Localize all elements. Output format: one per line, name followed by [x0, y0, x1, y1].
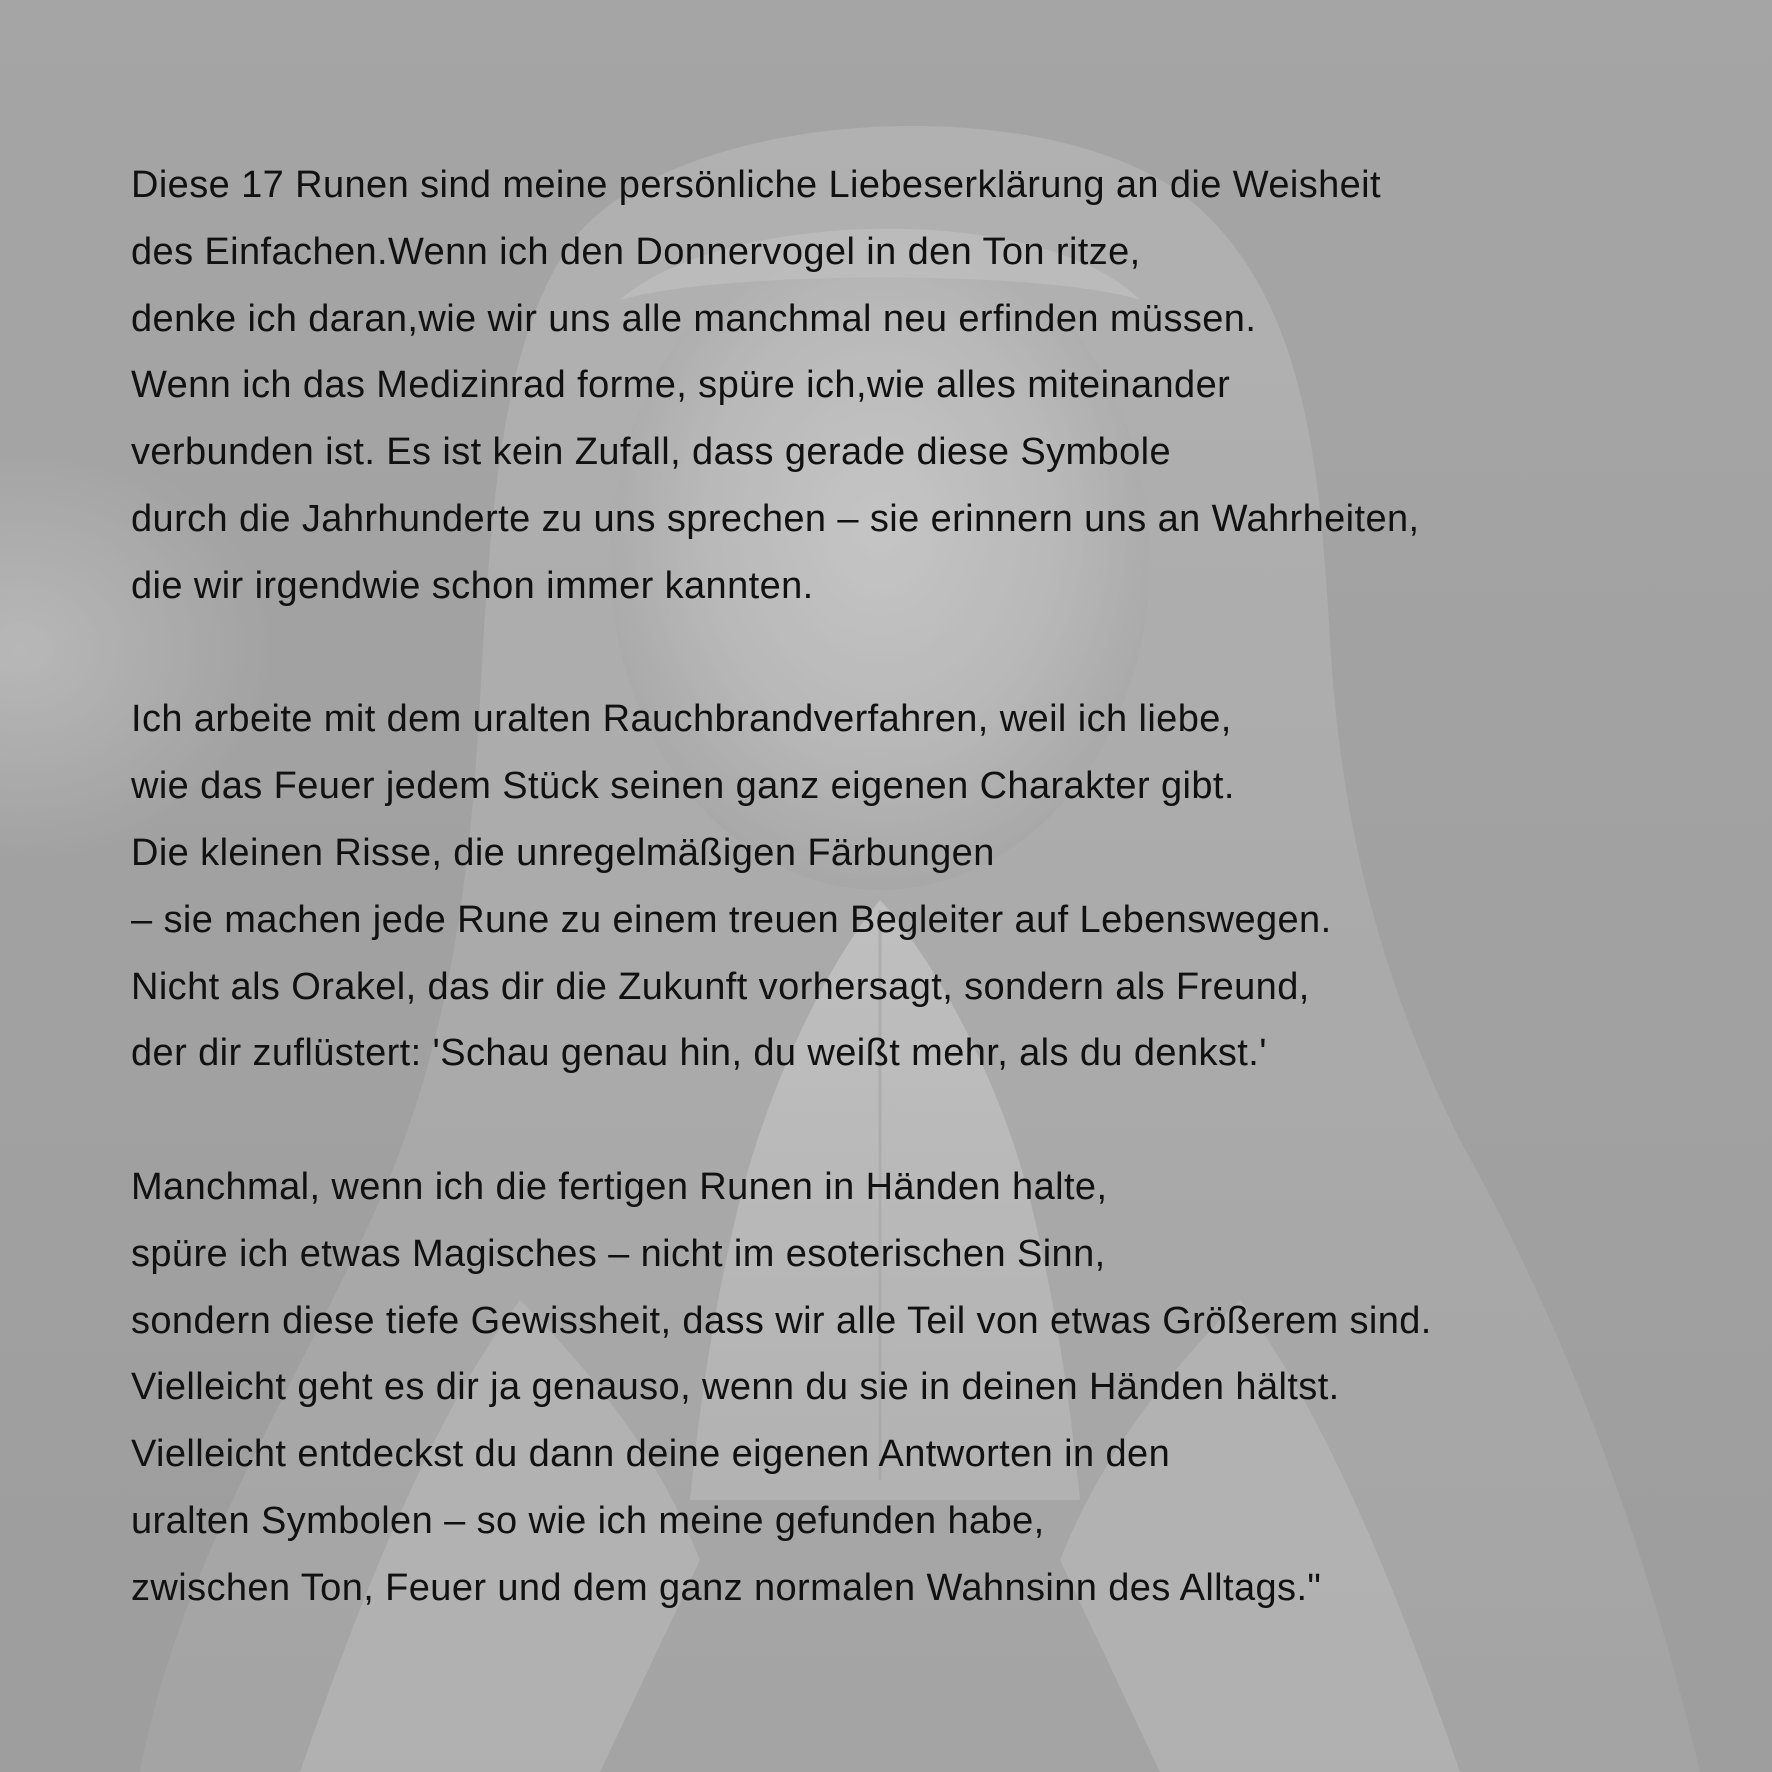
text-line: uralten Symbolen – so wie ich meine gefunden habe, [131, 1499, 1045, 1542]
text-line: Nicht als Orakel, das dir die Zukunft vorhersagt, sondern als Freund, [131, 965, 1310, 1008]
text-line: die wir irgendwie schon immer kannten. [131, 564, 814, 607]
text-line: durch die Jahrhunderte zu uns sprechen – sie erinnern uns an Wahrheiten, [131, 497, 1420, 540]
paragraph-3 [131, 1154, 1691, 1622]
text-line: Wenn ich das Medizinrad forme, spüre ich,wie alles miteinander [131, 364, 1231, 407]
text-line: spüre ich etwas Magisches – nicht im esoterischen Sinn, [131, 1232, 1106, 1275]
paragraph-spacer [131, 1087, 1691, 1154]
paragraph-1 [131, 152, 1691, 620]
paragraph-spacer [131, 620, 1691, 687]
text-line: Vielleicht entdeckst du dann deine eigenen Antworten in den [131, 1433, 1171, 1476]
text-line: Die kleinen Risse, die unregelmäßigen Färbungen [131, 831, 995, 874]
text-line: Vielleicht geht es dir ja genauso, wenn du sie in deinen Händen hältst. [131, 1366, 1340, 1409]
text-line: zwischen Ton, Feuer und dem ganz normalen Wahnsinn des Alltags." [131, 1566, 1322, 1609]
text-line: denke ich daran,wie wir uns alle manchmal neu erfinden müssen. [131, 297, 1257, 340]
text-line: der dir zuflüstert: 'Schau genau hin, du weißt mehr, als du denkst.' [131, 1032, 1267, 1075]
text-line: sondern diese tiefe Gewissheit, dass wir alle Teil von etwas Größerem sind. [131, 1299, 1432, 1342]
text-line: Ich arbeite mit dem uralten Rauchbrandverfahren, weil ich liebe, [131, 698, 1232, 741]
text-line: Manchmal, wenn ich die fertigen Runen in Händen halte, [131, 1165, 1108, 1208]
text-line: des Einfachen.Wenn ich den Donnervogel in den Ton ritze, [131, 230, 1141, 273]
paragraph-2 [131, 686, 1691, 1087]
text-line: wie das Feuer jedem Stück seinen ganz eigenen Charakter gibt. [131, 765, 1235, 808]
text-line: – sie machen jede Rune zu einem treuen Begleiter auf Lebenswegen. [131, 898, 1332, 941]
body-text [131, 152, 1691, 1622]
text-line: verbunden ist. Es ist kein Zufall, dass gerade diese Symbole [131, 431, 1171, 474]
text-line: Diese 17 Runen sind meine persönliche Liebeserklärung an die Weisheit [131, 164, 1381, 206]
